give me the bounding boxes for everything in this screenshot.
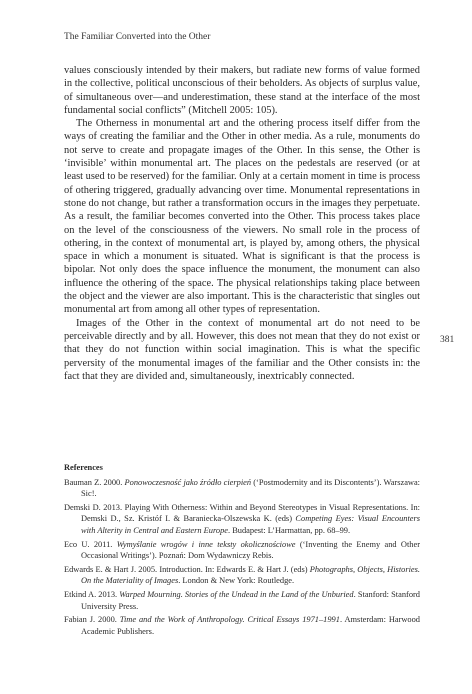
page-number: 381 (440, 335, 455, 345)
reference-text: Fabian J. 2000. (64, 615, 120, 625)
reference-title: Warped Mourning. Stories of the Undead in the Land of the Unburied (119, 589, 354, 599)
reference-entry (64, 539, 420, 562)
paragraph: values consciously intended by their makers, but radiate new forms of value formed in the collective, political unconscious of their beholders. As objects of surplus value, of simultaneous over—and underestimation, these stand at the interface of the most fundamental social conflicts” (Mitchell 2005: 105). (64, 65, 420, 116)
reference-title: Time and the Work of Anthropology. Critical Essays 1971–1991 (119, 615, 340, 625)
reference-title: Wymyślanie wrogów i inne teksty okolicznościowe (116, 539, 296, 549)
reference-title: Ponowoczesność jako źródło cierpień (124, 477, 252, 487)
reference-text: (‘Inventing the Enemy and Other Occasional Writings’). Poznań: Dom Wydawniczy Rebis. (81, 539, 420, 561)
references-section (64, 462, 420, 639)
paragraph: Images of the Other in the context of monumental art do not need to be perceivable directly and by all. However, this does not mean that they do not exist or that they do not function within social imagination. This is what the specific perversity of the monumental images of the familiar and the Other consists in: the fact that they are divided and, simultaneously, inextricably connected. (64, 317, 420, 382)
reference-text: Etkind A. 2013. (64, 589, 120, 599)
reference-text: Eco U. 2011. (64, 539, 117, 549)
body-text (64, 64, 420, 383)
reference-text: . London & New York: Routledge. (178, 576, 295, 586)
reference-title: Photographs, Objects, Histories. On the Materiality of Images (81, 564, 420, 586)
reference-entry (64, 589, 420, 612)
reference-text: Edwards E. & Hart J. 2005. Introduction. In: Edwards E. & Hart J. (eds) (64, 564, 310, 574)
reference-text: . Stanford: Stanford University Press. (81, 589, 420, 611)
reference-title: Competing Eyes: Visual Encounters with Alterity in Central and Eastern Europe (81, 514, 421, 535)
reference-entry (64, 614, 420, 637)
running-head: The Familiar Converted into the Other (64, 32, 211, 42)
reference-text: Bauman Z. 2000. (64, 477, 125, 487)
reference-text: . Amsterdam: Harwood Academic Publishers. (81, 615, 420, 636)
references-heading: References (64, 463, 103, 472)
reference-text: . Budapest: L’Harmattan, pp. 68–99. (228, 525, 351, 535)
reference-entry (64, 477, 420, 500)
reference-text: Demski D. 2013. Playing With Otherness: Within and Beyond Stereotypes in Visual Representations. In: Demski D., Sz. Kristóf I. & Baraniecka-Olszewska K. (eds) (64, 502, 420, 524)
paragraph: The Otherness in monumental art and the othering process itself differ from the ways of creating the familiar and the Other in other media. As a rule, monuments do not serve to create and propagate images of the Other. In this sense, the Other is ‘invisible’ within monumental art. The places on the pedestals are reserved (or at least used to be reserved) for the familiar. Only at a certain moment in time is process of othering triggered, gradually advancing over time. Monumental representations in stone do not change, but rather a transformation occurs in the images they perpetuate. As a result, the familiar becomes converted into the Other. This process takes place on the level of the consciousness of the viewers. No small role in the process of othering, in the context of monumental art, is played by, among others, the physical space in which a monument is situated. What is significant is that the process is bipolar. Not only does the space influence the monument, the monument can also influence the othering of the space. The physical relationships taking place between the object and the viewer are also important. This is the characteristic that singles out monumental art from among all other types of representation. (64, 118, 420, 316)
reference-entry (64, 564, 420, 587)
reference-text: (‘Postmodernity and its Discontents’). Warszawa: Sic!. (81, 477, 421, 499)
reference-entry (64, 502, 420, 537)
